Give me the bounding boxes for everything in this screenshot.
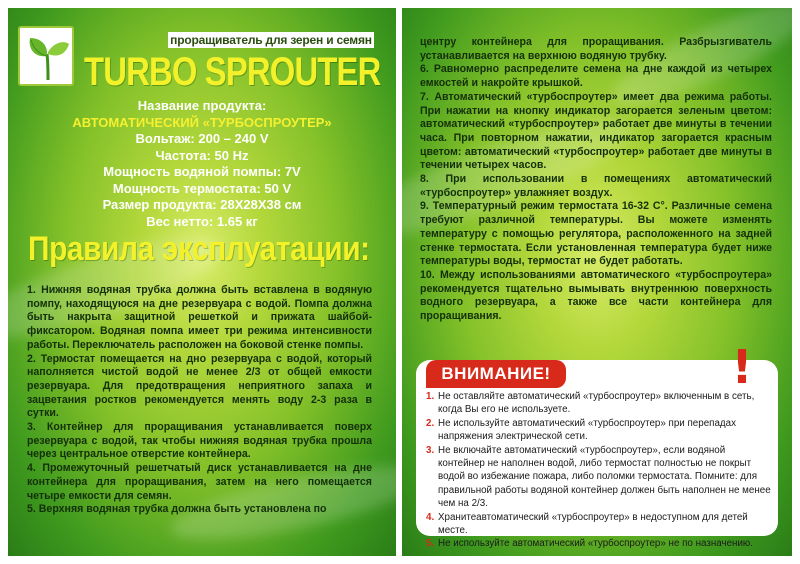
rule-item: 5. Верхняя водяная трубка должна быть установлена по <box>27 503 327 516</box>
warning-item-number: 2. <box>426 417 435 429</box>
spec-pump-power: Мощность водяной помпы: 7V <box>103 164 301 179</box>
rule-item: 7. Автоматический «турбоспроутер» имеет два режима работы. При нажатии на кнопку индикатор загорается зеленым цветом: автоматический «турбоспроутер» работает две минуты в течении часа. При повторном нажатии, индикатор загорается красным цветом: автоматический «турбоспроутер» работает две минуты в течении четырех часов. <box>420 90 772 172</box>
sprout-leaf-icon <box>24 32 72 82</box>
warning-item-text: Не включайте автоматический «турбоспроутер», если водяной контейнер не наполнен водой, либо термостат полностью не покрыт водой во избежание пожара, либо поломки термостата. Помните: для правильной работы водяной контейнер должен быть наполнен не менее чем на 2/3. <box>438 444 771 510</box>
spec-voltage: Вольтаж: 200 – 240 V <box>135 131 269 146</box>
spec-frequency: Частота: 50 Hz <box>155 147 249 163</box>
rule-item: 10. Между использованиями автоматического «турбоспроутера» рекомендуется тщательно вымывать внутреннюю поверхность водного резервуара, а также все части контейнера для проращивания. <box>420 268 772 323</box>
warning-item-text: Не используйте автоматический «турбоспроутер» не по назначению. <box>438 538 753 550</box>
rule-item: центру контейнера для проращивания. Разбрызгиватель устанавливается на верхнюю водяную трубку. <box>420 36 772 62</box>
rules-left-column <box>27 284 372 517</box>
warning-item-number: 5. <box>426 538 435 550</box>
spec-thermostat-power: Мощность термостата: 50 V <box>112 180 292 196</box>
product-specs <box>8 98 396 230</box>
brand-title: TURBO SPROUTER <box>84 50 381 94</box>
spec-name-value: АВТОМАТИЧЕСКИЙ «ТУРБОСПРОУТЕР» <box>72 114 332 130</box>
warning-item-text: Хранитеавтоматический «турбоспроутер» в недоступном для детей месте. <box>438 511 748 537</box>
warning-item <box>426 537 771 550</box>
rules-title: Правила эксплуатации: <box>28 230 370 268</box>
warning-item-number: 3. <box>426 444 435 456</box>
rule-item: 3. Контейнер для проращивания устанавливается поверх резервуара с водой, так чтобы нижняя водяная трубка прошла через центральное отверстие контейнера. <box>27 421 372 461</box>
spec-name-label: Название продукта: <box>137 98 267 113</box>
rule-item: 9. Температурный режим термостата 16-32 С°. Различные семена требуют различной температуры. Вы можете изменять температуру с помощью регулятора, расположенного на задней стенке термостата. Если установленная температура будет ниже температуры воды, термостат не будет работать. <box>420 200 772 268</box>
rule-item: 6. Равномерно распределите семена на дне каждой из четырех емкостей и накройте крышкой. <box>420 63 772 90</box>
rule-item: 1. Нижняя водяная трубка должна быть вставлена в водяную помпу, находящуюся на дне резервуара с водой. Помпа должна быть накрыта защитной решеткой и прижата шайбой-фиксатором. Водяная помпа имеет три режима интенсивности работы. Переключатель расположен на боковой стенке помпы. <box>27 284 372 351</box>
exclamation-icon: ! <box>731 340 753 394</box>
rules-right-column <box>420 36 772 324</box>
warning-item <box>426 390 771 417</box>
rule-item: 4. Промежуточный решетчатый диск устанавливается на дне контейнера для проращивания, затем на него помещается четыре емкости для семян. <box>27 462 372 502</box>
spec-size: Размер продукта: 28X28X38 см <box>102 197 302 212</box>
tagline: проращиватель для зерен и семян <box>168 32 374 48</box>
warning-item <box>426 444 771 511</box>
warning-list <box>426 390 771 551</box>
warning-title: ВНИМАНИЕ! <box>426 360 566 388</box>
warning-item-number: 4. <box>426 511 435 523</box>
warning-item-text: Не оставляйте автоматический «турбоспроутер» включенным в сеть, когда Вы его не используете. <box>438 391 755 416</box>
rule-item: 2. Термостат помещается на дно резервуара с водой, который наполняется чистой водой не менее 2/3 от общей емкости резервуара. Для предотвращения неприятного запаха и зацветания ростков рекомендуется менять воду 2-3 раза в сутки. <box>27 352 372 420</box>
warning-item <box>426 511 771 538</box>
spec-net-weight: Вес нетто: 1.65 кг <box>146 213 258 229</box>
logo <box>18 26 74 86</box>
rule-item: 8. При использовании в помещениях автоматический «турбоспроутер» увлажняет воздух. <box>420 173 772 199</box>
warning-item <box>426 417 771 444</box>
warning-item-number: 1. <box>426 391 435 402</box>
warning-item-text: Не используйте автоматический «турбоспроутер» при перепадах напряжения электрической сети. <box>438 417 736 443</box>
